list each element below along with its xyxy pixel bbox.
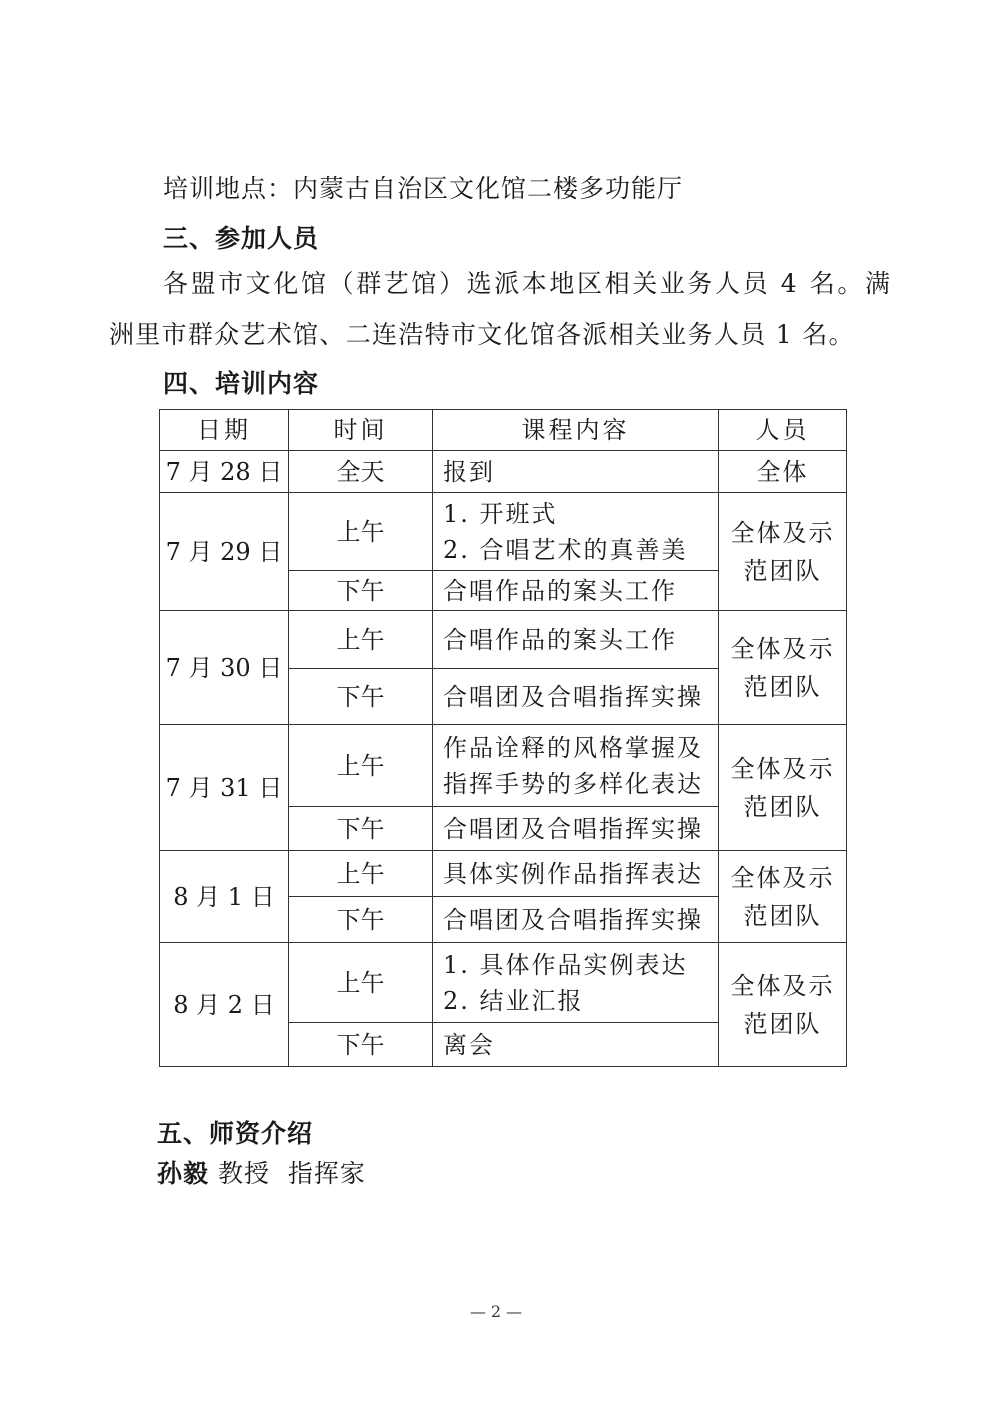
table-row xyxy=(160,851,847,897)
date-cell: 7 月 30 日 xyxy=(160,611,289,725)
table-row xyxy=(160,725,847,807)
time-cell: 下午 xyxy=(289,807,433,851)
people-cell: 全体 xyxy=(719,451,847,493)
table-header-row xyxy=(160,410,847,451)
teacher-line xyxy=(157,1161,366,1186)
content-cell xyxy=(433,669,719,725)
content-cell xyxy=(433,807,719,851)
content-item: 报到 xyxy=(443,457,495,486)
date-cell: 8 月 1 日 xyxy=(160,851,289,943)
training-schedule-table xyxy=(159,409,847,1067)
content-item: 具体实例作品指挥表达 xyxy=(443,859,703,888)
content-item: 合唱团及合唱指挥实操 xyxy=(443,905,703,934)
section-3-paragraph-line-1: 各盟市文化馆（群艺馆）选派本地区相关业务人员 4 名。满 xyxy=(163,269,893,298)
content-item: 合唱团及合唱指挥实操 xyxy=(443,814,703,843)
people-cell: 全体及示范团队 xyxy=(719,493,847,611)
teacher-titles: 教授 指挥家 xyxy=(217,1159,366,1188)
section-3-heading: 三、参加人员 xyxy=(163,224,320,253)
content-item: 离会 xyxy=(443,1030,495,1059)
content-cell xyxy=(433,943,719,1023)
time-cell: 上午 xyxy=(289,493,433,571)
time-cell: 上午 xyxy=(289,725,433,807)
header-date: 日期 xyxy=(160,410,289,451)
section-5-heading: 五、师资介绍 xyxy=(157,1119,314,1148)
people-cell: 全体及示范团队 xyxy=(719,725,847,851)
table-row xyxy=(160,451,847,493)
time-cell: 下午 xyxy=(289,571,433,611)
time-cell: 下午 xyxy=(289,669,433,725)
date-cell: 8 月 2 日 xyxy=(160,943,289,1067)
table-row xyxy=(160,943,847,1023)
header-people: 人员 xyxy=(719,410,847,451)
content-item: 合唱作品的案头工作 xyxy=(443,576,677,605)
content-cell xyxy=(433,493,719,571)
content-item: 1. 开班式 xyxy=(443,499,558,528)
content-cell xyxy=(433,451,719,493)
content-cell xyxy=(433,571,719,611)
content-cell xyxy=(433,897,719,943)
content-cell xyxy=(433,1023,719,1067)
date-cell: 7 月 29 日 xyxy=(160,493,289,611)
section-4-heading: 四、培训内容 xyxy=(163,369,320,398)
table-row xyxy=(160,611,847,669)
date-cell: 7 月 28 日 xyxy=(160,451,289,493)
people-cell: 全体及示范团队 xyxy=(719,611,847,725)
training-location-line: 培训地点：内蒙古自治区文化馆二楼多功能厅 xyxy=(163,174,684,203)
header-time: 时间 xyxy=(289,410,433,451)
content-item: 1. 具体作品实例表达 xyxy=(443,950,688,979)
content-item: 作品诠释的风格掌握及 xyxy=(443,733,703,762)
header-content: 课程内容 xyxy=(433,410,719,451)
content-item: 2. 结业汇报 xyxy=(443,986,584,1015)
content-item: 合唱团及合唱指挥实操 xyxy=(443,682,703,711)
time-cell: 下午 xyxy=(289,897,433,943)
content-item: 合唱作品的案头工作 xyxy=(443,625,677,654)
section-3-paragraph-line-2: 洲里市群众艺术馆、二连浩特市文化馆各派相关业务人员 1 名。 xyxy=(109,320,855,349)
date-cell: 7 月 31 日 xyxy=(160,725,289,851)
time-cell: 上午 xyxy=(289,943,433,1023)
table-row xyxy=(160,493,847,571)
content-item: 指挥手势的多样化表达 xyxy=(443,769,703,798)
time-cell: 下午 xyxy=(289,1023,433,1067)
people-cell: 全体及示范团队 xyxy=(719,851,847,943)
content-cell xyxy=(433,725,719,807)
people-cell: 全体及示范团队 xyxy=(719,943,847,1067)
time-cell: 全天 xyxy=(289,451,433,493)
teacher-name: 孙毅 xyxy=(157,1159,210,1188)
content-cell xyxy=(433,611,719,669)
time-cell: 上午 xyxy=(289,851,433,897)
page-number: — 2 — xyxy=(469,1302,523,1321)
content-cell xyxy=(433,851,719,897)
content-item: 2. 合唱艺术的真善美 xyxy=(443,535,688,564)
time-cell: 上午 xyxy=(289,611,433,669)
